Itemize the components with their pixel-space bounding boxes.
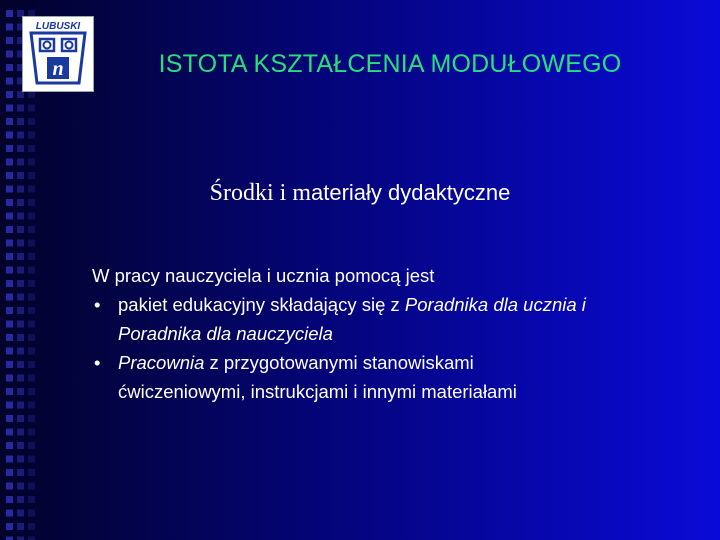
list-item (92, 290, 692, 348)
bullet-text-continuation: ćwiczeniowymi, instrukcjami i innymi materiałami (118, 381, 517, 402)
bullet-text: z przygotowanymi stanowiskami (204, 352, 474, 373)
bullet-italic: Poradnika dla ucznia i (404, 294, 586, 315)
subtitle (60, 180, 660, 207)
logo-text: LUBUSKI (35, 21, 81, 32)
list-item (92, 348, 692, 406)
logo-emblem-icon (23, 17, 93, 91)
content-body (92, 261, 692, 406)
subtitle-part-1: Środki i m (209, 180, 311, 206)
bullet-italic: Pracownia (118, 352, 205, 373)
institution-logo (22, 16, 94, 92)
intro-text: W pracy nauczyciela i ucznia pomocą jest (92, 265, 435, 286)
bullet-text: pakiet edukacyjny składający się z (118, 294, 405, 315)
bullet-marker: • (94, 352, 101, 373)
bullet-italic-continuation: Poradnika dla nauczyciela (118, 323, 333, 344)
logo-letter: n (52, 58, 64, 80)
subtitle-part-2: ateriały dydaktyczne (311, 180, 511, 205)
page-title: ISTOTA KSZTAŁCENIA MODUŁOWEGO (158, 50, 622, 78)
bullet-marker: • (94, 294, 101, 315)
